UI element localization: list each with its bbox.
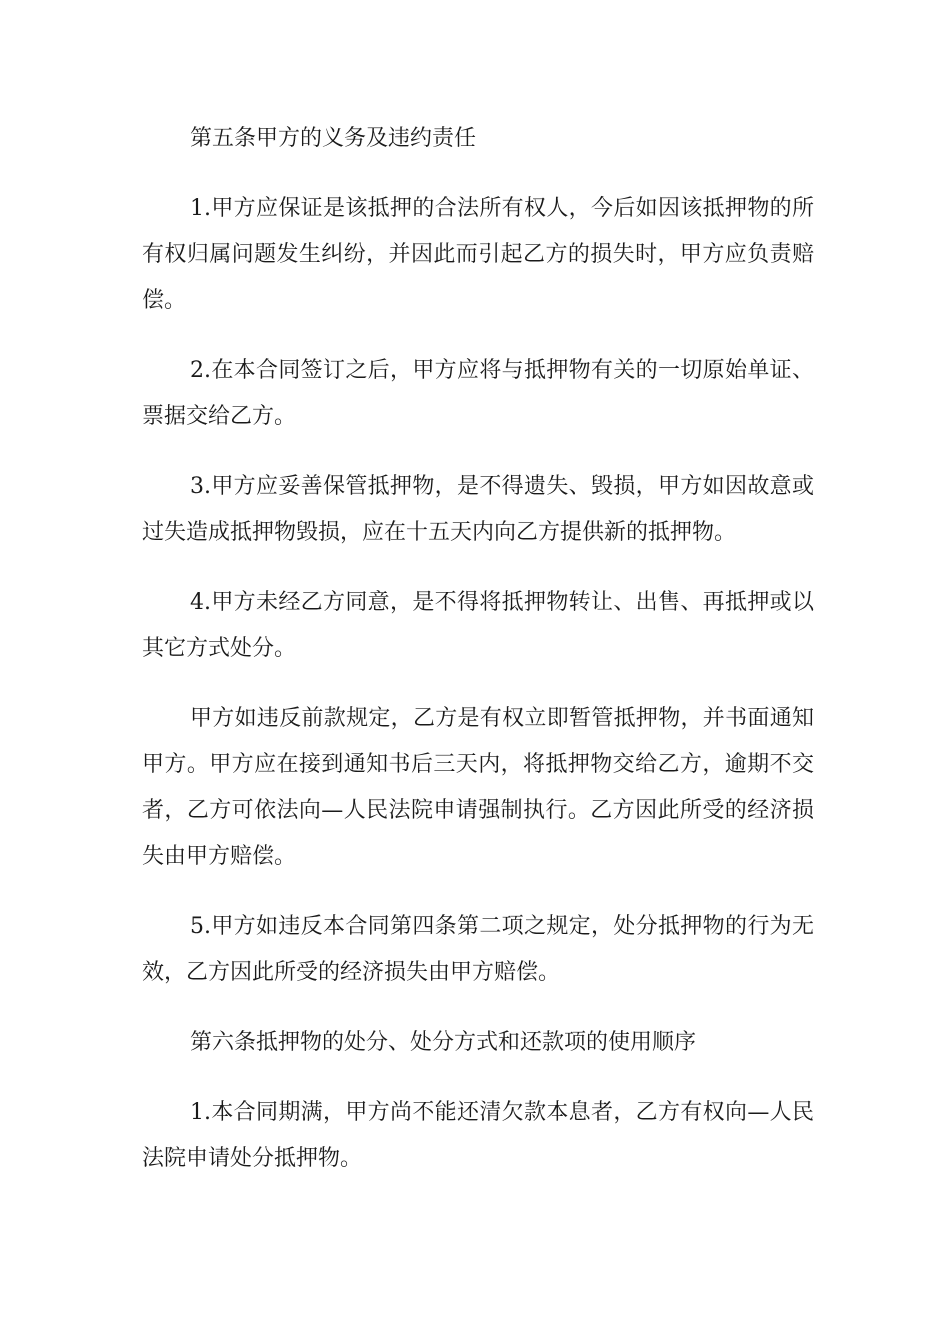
paragraph-clause-4: 4.甲方未经乙方同意，是不得将抵押物转让、出售、再抵押或以其它方式处分。 [142, 590, 814, 661]
paragraph-clause-3: 3.甲方应妥善保管抵押物，是不得遗失、毁损，甲方如因故意或过失造成抵押物毁损，应在十五天内向乙方提供新的抵押物。 [142, 474, 814, 545]
paragraph-clause-2: 2.在本合同签订之后，甲方应将与抵押物有关的一切原始单证、票据交给乙方。 [142, 358, 814, 429]
paragraph-clause-1: 1.甲方应保证是该抵押的合法所有权人，今后如因该抵押物的所有权归属问题发生纠纷，并因此而引起乙方的损失时，甲方应负责赔偿。 [142, 196, 814, 313]
section-heading-article-6: 第六条抵押物的处分、处分方式和还款项的使用顺序 [190, 1030, 697, 1055]
paragraph-clause-4-supplement: 甲方如违反前款规定，乙方是有权立即暂管抵押物，并书面通知甲方。甲方应在接到通知书后三天内，将抵押物交给乙方，逾期不交者，乙方可依法向—人民法院申请强制执行。乙方因此所受的经济损失由甲方赔偿。 [142, 706, 814, 869]
section-heading-article-5: 第五条甲方的义务及违约责任 [190, 126, 477, 151]
document-body [142, 116, 814, 1206]
paragraph-article-6-clause-1: 1.本合同期满，甲方尚不能还清欠款本息者，乙方有权向—人民法院申请处分抵押物。 [142, 1100, 814, 1171]
paragraph-clause-5: 5.甲方如违反本合同第四条第二项之规定，处分抵押物的行为无效，乙方因此所受的经济损失由甲方赔偿。 [142, 914, 814, 985]
